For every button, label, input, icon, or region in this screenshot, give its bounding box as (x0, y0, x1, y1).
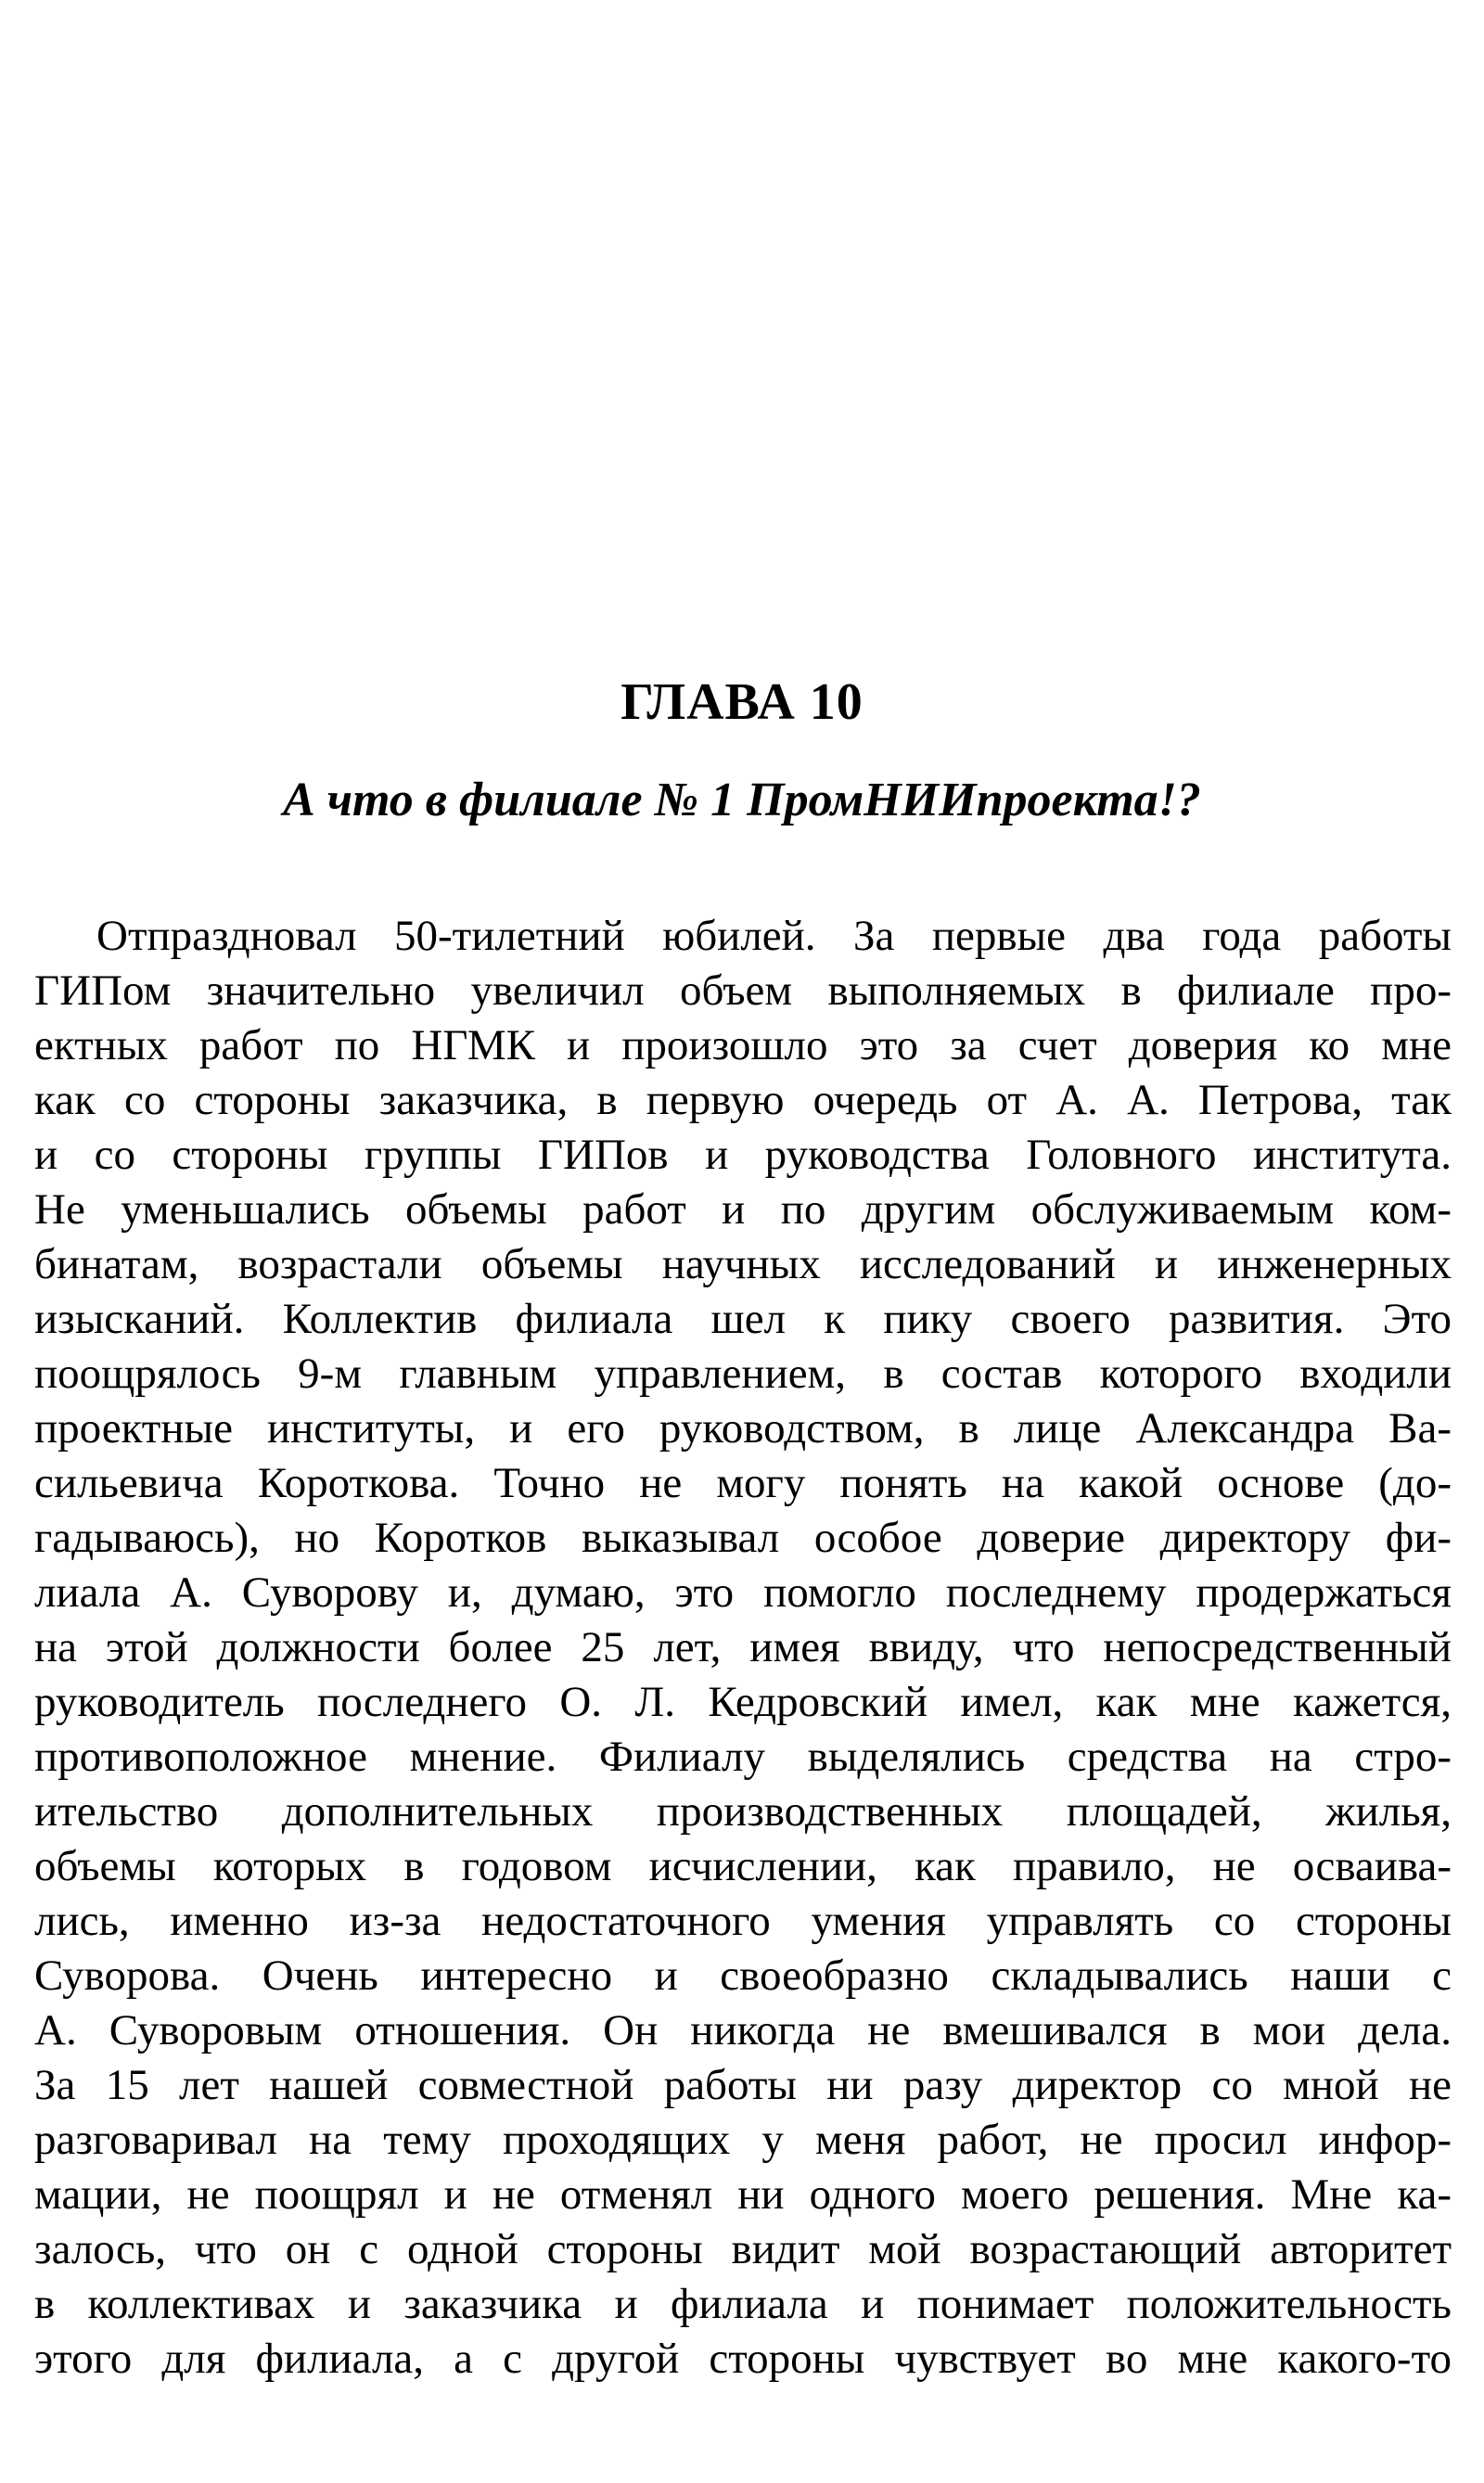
text-line: на этой должности более 25 лет, имея ввиду, что непосредственный (34, 1623, 1452, 1671)
text-line: Суворова. Очень интересно и своеобразно складывались наши с (34, 1952, 1452, 2000)
text-line: ГИПом значительно увеличил объем выполняемых в филиале про- (34, 966, 1452, 1015)
text-line: изысканий. Коллектив филиала шел к пику своего развития. Это (34, 1295, 1452, 1343)
text-line: поощрялось 9-м главным управлением, в состав которого входили (34, 1350, 1452, 1398)
text-line: гадываюсь), но Коротков выказывал особое доверие директору фи- (34, 1514, 1452, 1562)
chapter-subtitle: А что в филиале № 1 ПромНИИпроекта!? (283, 774, 1201, 826)
text-line: в коллективах и заказчика и филиала и понимает положительность (34, 2280, 1452, 2328)
chapter-heading: ГЛАВА 10 (620, 673, 864, 731)
text-line: разговаривал на тему проходящих у меня работ, не просил инфор- (34, 2116, 1452, 2164)
text-line: мации, не поощрял и не отменял ни одного моего решения. Мне ка- (34, 2170, 1452, 2219)
text-line: бинатам, возрастали объемы научных исследований и инженерных (34, 1240, 1452, 1288)
text-line: А. Суворовым отношения. Он никогда не вмешивался в мои дела. (34, 2006, 1452, 2054)
text-line: проектные институты, и его руководством, в лице Александра Ва- (34, 1404, 1452, 1453)
text-line: ектных работ по НГМК и произошло это за счет доверия ко мне (34, 1021, 1452, 1069)
text-line: и со стороны группы ГИПов и руководства Головного института. (34, 1131, 1452, 1179)
text-line: Не уменьшались объемы работ и по другим обслуживаемым ком- (34, 1185, 1452, 1234)
text-line: руководитель последнего О. Л. Кедровский имел, как мне кажется, (34, 1678, 1452, 1726)
text-line: Отпраздновал 50-тилетний юбилей. За первые два года работы (96, 912, 1452, 960)
text-line: За 15 лет нашей совместной работы ни разу директор со мной не (34, 2061, 1452, 2109)
text-line: лиала А. Суворову и, думаю, это помогло последнему продержаться (34, 1568, 1452, 1617)
text-line: залось, что он с одной стороны видит мой возрастающий авторитет (34, 2225, 1452, 2273)
text-line: лись, именно из-за недостаточного умения управлять со стороны (34, 1897, 1452, 1945)
text-line: объемы которых в годовом исчислении, как правило, не осваива- (34, 1842, 1452, 1890)
body-paragraph (34, 909, 1452, 2387)
text-line: как со стороны заказчика, в первую очередь от А. А. Петрова, так (34, 1076, 1452, 1124)
text-line: противоположное мнение. Филиалу выделялись средства на стро- (34, 1733, 1452, 1781)
text-line: сильевича Короткова. Точно не могу понять на какой основе (до- (34, 1459, 1452, 1507)
text-line: ительство дополнительных производственных площадей, жилья, (34, 1787, 1452, 1836)
text-line: этого для филиала, а с другой стороны чувствует во мне какого-то (34, 2335, 1452, 2383)
